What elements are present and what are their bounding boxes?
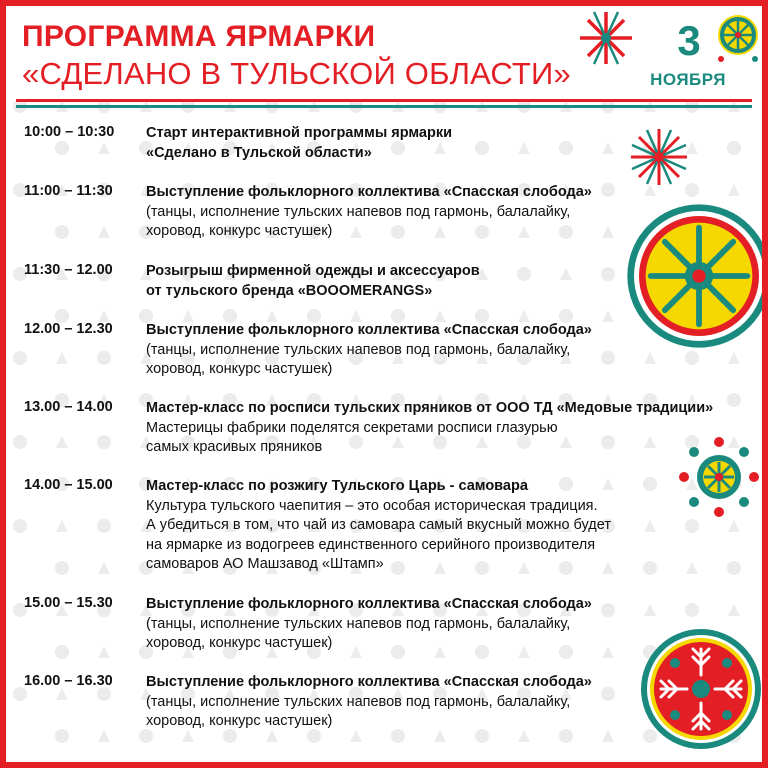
item-description: Выступление фольклорного коллектива «Спасская слобода» (танцы, исполнение тульских напевов под гармонь, балалайку, хоровод, конкурс частушек) <box>146 184 592 239</box>
item-time: 12.00 – 12.30 <box>24 321 113 337</box>
item-description: Выступление фольклорного коллектива «Спасская слобода» (танцы, исполнение тульских напевов под гармонь, балалайку, хоровод, конкурс частушек) <box>146 596 592 651</box>
item-description: Старт интерактивной программы ярмарки «Сделано в Тульской области» <box>146 125 452 161</box>
snowflake-ornament-icon <box>628 126 690 188</box>
item-time: 15.00 – 15.30 <box>24 595 113 611</box>
small-rosette-icon <box>714 6 762 64</box>
item-time: 11:30 – 12.00 <box>24 262 113 278</box>
page-title: ПРОГРАММА ЯРМАРКИ <box>22 20 376 53</box>
header-rule-red <box>16 99 752 102</box>
date-month: НОЯБРЯ <box>650 70 726 89</box>
header-rule-teal <box>16 105 752 108</box>
item-description: Выступление фольклорного коллектива «Спасская слобода» (танцы, исполнение тульских напевов под гармонь, балалайку, хоровод, конкурс частушек) <box>146 674 592 729</box>
item-time: 16.00 – 16.30 <box>24 673 113 689</box>
page-subtitle: «СДЕЛАНО В ТУЛЬСКОЙ ОБЛАСТИ» <box>22 56 571 91</box>
arrows-medallion-icon <box>640 628 762 750</box>
snowflake-ornament-icon <box>576 8 636 68</box>
item-time: 13.00 – 14.00 <box>24 399 113 415</box>
item-description: Мастер-класс по росписи тульских пряников от ООО ТД «Медовые традиции» Мастерицы фабрики поделятся секретами росписи глазурью самых красивых пряников <box>146 400 714 455</box>
dotted-rosette-icon <box>676 434 762 520</box>
date-day: 3 <box>677 17 701 64</box>
wheel-ornament-icon <box>624 186 768 366</box>
item-time: 11:00 – 11:30 <box>24 183 113 199</box>
item-description: Мастер-класс по розжигу Тульского Царь - самовара Культура тульского чаепития – это особая историческая традиция. А убедиться в том, что чай из самовара самый вкусный можно будет на ярмарке из водогреев единственного серийного производителя самоваров АО Машзавод «Штамп» <box>146 478 611 572</box>
item-description: Выступление фольклорного коллектива «Спасская слобода» (танцы, исполнение тульских напевов под гармонь, балалайку, хоровод, конкурс частушек) <box>146 322 592 377</box>
item-time: 14.00 – 15.00 <box>24 477 113 493</box>
item-time: 10:00 – 10:30 <box>24 124 115 140</box>
item-description: Розыгрыш фирменной одежды и аксессуаров от тульского бренда «BOOOMERANGS» <box>146 263 480 299</box>
